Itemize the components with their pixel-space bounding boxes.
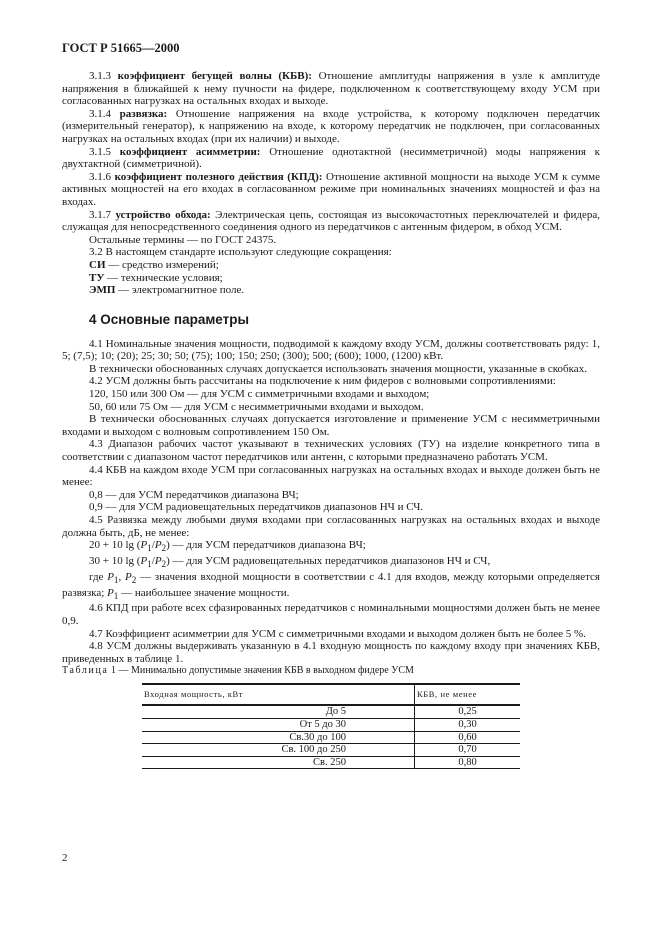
table-cell: Св. 100 до 250 [142,744,415,757]
table-header-row [142,684,520,706]
section-heading-wrap [89,313,600,327]
formula-legend: где $P_1$, $P_2$ — значения входной мощности в соответствии с 4.1 для входов, между которыми определяется развязка; $P_1$ — наибольшее значение мощности. [62,570,600,601]
kbv-table [142,683,520,769]
clause-4-2-item: 50, 60 или 75 Ом — для УСМ с несимметричными входами и выходом. [89,400,424,413]
abbreviation-item [62,272,600,285]
term: коэффициент асимметрии: [119,145,261,158]
clause-3-1-4 [62,108,600,146]
clause-4-4-item: 0,8 — для УСМ передатчиков диапазона ВЧ; [89,488,299,501]
clause-number: 3.1.6 [89,170,111,183]
clause-3-1-6 [62,171,600,209]
clause-4-5: 4.5 Развязка между любыми двумя входами при согласованных нагрузках на остальных входах и выходе должна быть, дБ, не менее: [62,514,600,539]
table-cell: 0,70 [415,744,521,757]
variable: P [140,554,148,567]
subscript: 1 [147,559,152,570]
abbreviation: СИ [89,258,106,271]
subscript: 2 [161,559,167,570]
abbreviation-meaning: — технические условия; [104,271,223,284]
definition: Отношение активной мощности на выходе УСМ к сумме активных мощностей на его входах в согласованном режиме при номинальных значениях мощностей и фаз на входах. [62,170,601,208]
table-caption [62,665,422,677]
clause-number: 3.1.7 [89,208,111,221]
clause-4-2-item: 120, 150 или 300 Ом — для УСМ с симметричными входами и выходом; [89,388,430,401]
legend-text: где [89,570,108,583]
table-caption-word: Таблица [62,665,109,677]
table-cell: 0,25 [415,705,521,718]
abbreviation-meaning: — средство измерений; [105,258,219,271]
subscript: 1 [113,590,119,601]
subscript: 2 [131,574,137,585]
table-caption-text: 1 — Минимально допустимые значения КБВ в выходном фидере УСМ [108,665,414,677]
variable: P [125,570,132,583]
table-cell: Св. 250 [142,756,415,769]
clause-4-2-note: В технически обоснованных случаях допускается изготовление и применение УСМ с несимметричными входами и выходом с волновым сопротивлением 150 Ом. [62,413,600,438]
clause-4-1-note: В технически обоснованных случаях допускается использовать значения мощности, указанные в скобках. [89,362,587,375]
column-header: Входная мощность, кВт [142,684,415,706]
definition: Отношение амплитуды напряжения в узле к амплитуде напряжения в ближайшей к нему пучности на фидере, подключенном к соответствующему входу УСМ при согласованных нагрузках на остальных входах и выходе. [62,70,601,108]
term: коэффициент бегущей волны (КБВ): [117,70,312,82]
clause-number: 3.1.4 [89,107,111,120]
abbreviation-item [62,284,600,297]
subscript: 1 [113,574,119,585]
table-cell: От 5 до 30 [142,718,415,731]
legend-text: — значения входной мощности в соответствии с 4.1 для входов, между которыми определяется развязка; [62,570,600,599]
table-row [142,718,520,731]
subscript: 1 [147,543,152,554]
variable: P [154,554,162,567]
subscript: 2 [161,543,167,554]
variable: P [154,539,162,552]
clause-3-1-3 [62,70,600,108]
table-row [142,744,520,757]
variable: P [140,539,148,552]
abbreviation: ТУ [89,271,105,284]
definition: Отношение однотактной (несимметричной) моды напряжения к двухтактной (симметричной). [62,145,600,171]
table-cell: До 5 [142,705,415,718]
abbreviation-meaning: — электромагнитное поле. [115,284,245,297]
clause-4-6: 4.6 КПД при работе всех сфазированных передатчиков с номинальными мощностями должен быть не менее 0,9. [62,602,600,627]
column-header: КБВ, не менее [415,684,521,706]
table-row [142,756,520,769]
definition: Электрическая цепь, состоящая из высокочастотных переключателей и фидера, служащая для непосредственного соединения одного из передатчиков с антенным фидером, в обход УСМ. [62,208,600,234]
term: устройство обхода: [115,208,211,221]
other-terms: Остальные термины — по ГОСТ 24375. [89,233,277,246]
formula-hf: 20 + 10 $\lg (P_1/P_2)$ — для УСМ передатчиков диапазона ВЧ; [89,539,366,554]
clause-4-7: 4.7 Коэффициент асимметрии для УСМ с симметричными входами и выходом должен быть не более 5 %. [89,627,586,640]
clause-4-8: 4.8 УСМ должны выдерживать указанную в 4.1 входную мощность по каждому входу при значениях КБВ, приведенных в таблице 1. [62,640,600,665]
table-cell: 0,30 [415,718,521,731]
term: коэффициент полезного действия (КПД): [114,170,323,183]
page-number: 2 [62,852,68,864]
clause-3-2: 3.2 В настоящем стандарте используют следующие сокращения: [89,246,392,259]
abbreviation: ЭМП [89,284,116,297]
formula-text: ) — для УСМ радиовещательных передатчиков диапазонов НЧ и СЧ, [166,554,491,567]
clause-number: 3.1.5 [89,145,111,158]
formula-text: 30 + 10 lg ( [89,554,141,567]
formula-text: ) — для УСМ передатчиков диапазона ВЧ; [166,539,366,552]
section-4-title: 4 Основные параметры [89,311,250,327]
table-cell: 0,60 [415,731,521,744]
definition: Отношение напряжения на входе устройства, к которому подключен передатчик (измерительный генератор), к напряжению на входе, к которому передатчик не подключен, при согласованных нагрузках на остальных входах (при их наличии) и выходе. [62,107,601,145]
document-header: ГОСТ Р 51665—2000 [62,41,180,55]
term: развязка: [119,107,168,120]
document-body [62,70,600,769]
table-row [142,731,520,744]
clause-4-4-item: 0,9 — для УСМ радиовещательных передатчиков диапазонов НЧ и СЧ. [89,501,424,514]
abbreviation-item [62,259,600,272]
legend-text: — наибольшее значение мощности. [118,586,290,599]
clause-3-1-5 [62,146,600,171]
table-cell: 0,80 [415,756,521,769]
clause-4-4: 4.4 КБВ на каждом входе УСМ при согласованных нагрузках на остальных входах и выходе должен быть не менее: [62,463,600,489]
clause-number: 3.1.3 [89,70,111,82]
table-cell: Св.30 до 100 [142,731,415,744]
clause-3-1-7 [62,209,600,234]
variable: P [107,570,114,583]
formula-lf-mf: 30 + 10 $\lg (P_1/P_2)$ — для УСМ радиовещательных передатчиков диапазонов НЧ и СЧ, [89,554,491,570]
clause-4-1: 4.1 Номинальные значения мощности, подводимой к каждому входу УСМ, должны соответствовать ряду: 1, 5; (7,5); 10; (20); 25; 30; 50; (75); 100; 150; 250; (300); 500; (600); 1000, (1200) кВт. [62,337,600,363]
clause-4-2: 4.2 УСМ должны быть рассчитаны на подключение к ним фидеров с волновыми сопротивлениями: [89,375,556,388]
variable: P [107,586,114,599]
formula-text: 20 + 10 lg ( [89,539,141,552]
clause-4-3: 4.3 Диапазон рабочих частот указывают в технических условиях (ТУ) на изделие конкретного типа в соответствии с диапазоном частот передатчиков или антенн, с которыми предназначено работать УСМ. [62,438,600,464]
table-row [142,705,520,718]
